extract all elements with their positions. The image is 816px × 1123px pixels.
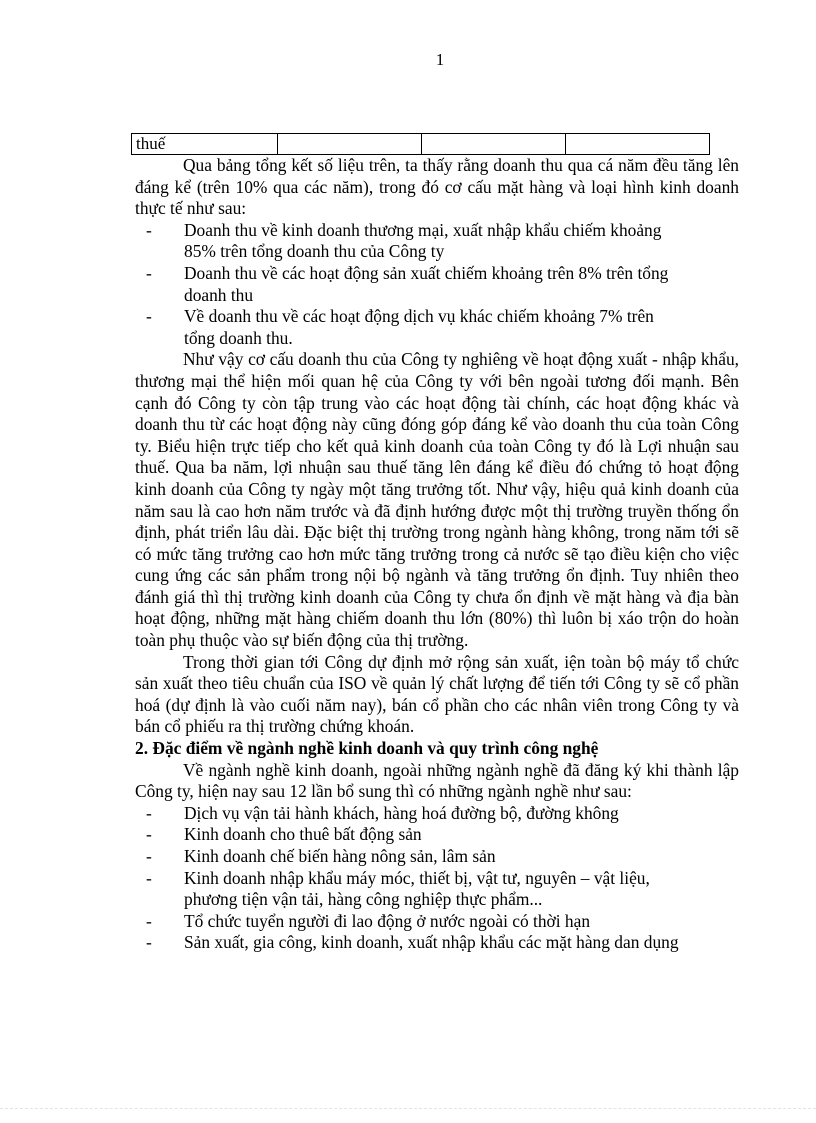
revenue-bullet-list [135,220,739,350]
bullet-text [184,306,739,349]
bullet-text: Kinh doanh cho thuê bất động sản [184,824,422,845]
bullet-dash: - [146,802,152,823]
bullet-text: Kinh doanh chế biến hàng nông sản, lâm sản [184,846,496,866]
list-item [135,306,739,349]
bullet-text [184,868,739,911]
page-number: 1 [435,50,445,69]
bullet-text: Tổ chức tuyển người đi lao động ở nước ngoài có thời hạn [184,910,591,931]
table-cell [422,134,566,155]
list-item [135,803,739,825]
bullet-line: Kinh doanh nhập khẩu máy móc, thiết bị, vật tư, nguyên – vật liệu, [184,867,650,888]
list-item [135,868,739,911]
paragraph-revenue-structure: Như vậy cơ cấu doanh thu của Công ty nghiêng về hoạt động xuất - nhập khẩu, thương mại thể hiện mối quan hệ của Công ty với bên ngoài tương đối mạnh. Bên cạnh đó Công ty còn tập trung vào các hoạt động tài chính, các hoạt động khác và doanh thu từ các hoạt động này cũng đóng góp đáng kể vào doanh thu của toàn Công ty. Biểu hiện trực tiếp cho kết quả kinh doanh của toàn Công ty đó là Lợi nhuận sau thuế. Qua ba năm, lợi nhuận sau thuế tăng lên đáng kể điều đó chứng tỏ hoạt động kinh doanh của Công ty ngày một tăng trưởng tốt. Như vậy, hiệu quả kinh doanh của năm sau là cao hơn năm trước và đã định hướng được một thị trường truyền thống ổn định, phát triển lâu dài. Đặc biệt thị trường trong ngành hàng không, trong năm tới sẽ có mức tăng trưởng cao hơn mức tăng trưởng trong cả nước sẽ tạo điều kiện cho việc cung ứng các sản phẩm trong nội bộ ngành và tăng trưởng ổn định. Tuy nhiên theo đánh giá thì thị trường kinh doanh của Công ty chưa ổn định về mặt hàng và địa bàn hoạt động, những mặt hàng chiếm doanh thu lớn (80%) thì luôn bị xáo trộn do hoàn toàn phụ thuộc vào sự biến động của thị trường. [135,349,739,651]
table-row [132,134,710,155]
bullet-dash: - [146,824,152,845]
bullet-dash: - [146,910,152,931]
bullet-line: 85% trên tổng doanh thu của Công ty [184,241,445,262]
bullet-dash: - [146,846,152,866]
business-bullet-list [135,803,739,954]
bullet-line: tổng doanh thu. [184,327,293,348]
bullet-dash: - [146,932,152,953]
bullet-dash: - [146,306,152,327]
list-item [135,220,739,263]
list-item [135,932,739,954]
carry-over-table-row [131,133,710,155]
list-item [135,824,739,846]
bullet-dash: - [146,867,152,888]
list-item [135,846,739,868]
bullet-text [184,220,739,263]
bullet-text: Dịch vụ vận tải hành khách, hàng hoá đường bộ, đường không [184,802,619,823]
list-item [135,911,739,933]
page-bottom-divider [0,1108,816,1109]
table-cell [278,134,422,155]
bullet-dash: - [146,262,152,283]
bullet-line: Doanh thu về các hoạt động sản xuất chiếm khoảng trên 8% trên tổng [184,262,669,283]
list-item [135,263,739,306]
table-cell [566,134,710,155]
paragraph-revenue-summary: Qua bảng tổng kết số liệu trên, ta thấy rằng doanh thu qua cá năm đều tăng lên đáng kể (trên 10% qua các năm), trong đó cơ cấu mặt hàng và loại hình kinh doanh thực tế như sau: [135,155,739,219]
bullet-line: Về doanh thu về các hoạt động dịch vụ khác chiếm khoảng 7% trên [184,306,654,327]
bullet-text [184,263,739,306]
table-cell: thuế [132,134,278,155]
bullet-dash: - [146,219,152,240]
bullet-line: phương tiện vận tải, hàng công nghiệp thực phẩm... [184,889,543,910]
paragraph-business-lines: Về ngành nghề kinh doanh, ngoài những ngành nghề đã đăng ký khi thành lập Công ty, hiện nay sau 12 lần bổ sung thì có những ngành nghề như sau: [135,759,739,802]
document-body [135,155,739,954]
bullet-text: Sản xuất, gia công, kinh doanh, xuất nhập khẩu các mặt hàng dan dụng [184,932,679,953]
paragraph-future-plans: Trong thời gian tới Công dự định mở rộng sản xuất, iện toàn bộ máy tổ chức sản xuất theo tiêu chuẩn của ISO về quản lý chất lượng để tiến tới Công ty sẽ cổ phần hoá (dự định là vào cuối năm nay), bán cổ phần cho các nhân viên trong Công ty và bán cổ phiếu ra thị trường chứng khoán. [135,651,739,737]
bullet-line: Doanh thu về kinh doanh thương mại, xuất nhập khẩu chiếm khoảng [184,219,662,240]
bullet-line: doanh thu [184,284,254,305]
section-heading: 2. Đặc điểm về ngành nghề kinh doanh và quy trình công nghệ [135,738,599,759]
